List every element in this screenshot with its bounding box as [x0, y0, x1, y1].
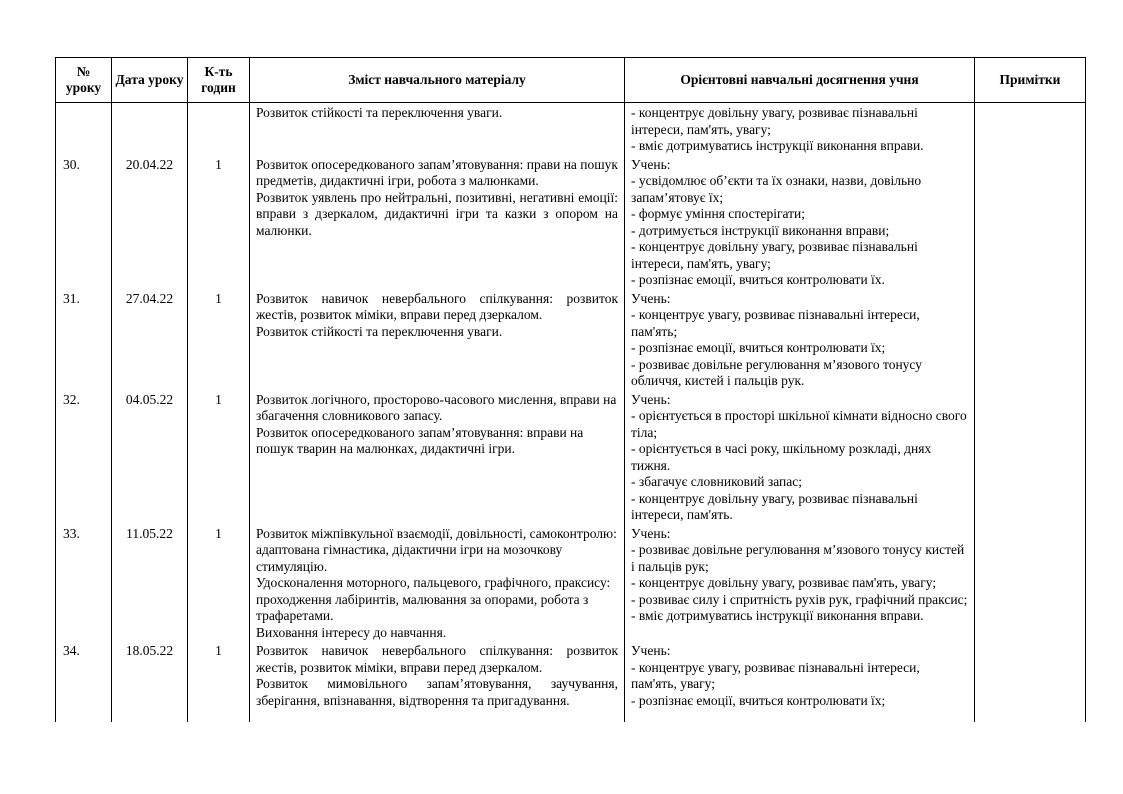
lesson-hours-cell: 1 [188, 289, 250, 390]
achievements-cell [625, 390, 975, 524]
content-cell [250, 641, 625, 709]
lesson-number-cell: 30. [55, 155, 112, 289]
content-cell [250, 289, 625, 390]
achievements-cell [625, 289, 975, 390]
lesson-hours-cell: 1 [188, 390, 250, 524]
lesson-date-cell: 04.05.22 [112, 390, 188, 524]
achievements-cell [625, 709, 975, 722]
lesson-row-30 [55, 155, 1086, 289]
content-cell [250, 524, 625, 642]
content-paragraph: Розвиток стійкості та переключення уваги. [256, 105, 503, 120]
content-paragraph: Розвиток навичок невербального спілкування: розвиток жестів, розвиток міміки, вправи перед дзеркалом. [256, 290, 618, 322]
content-cell [250, 103, 625, 155]
header-content: Зміст навчального матеріалу [250, 57, 625, 103]
achievements-cell [625, 103, 975, 155]
achievement-item: - дотримується інструкції виконання вправи; [631, 222, 890, 238]
table-header-row [55, 57, 1086, 103]
content-paragraph: Розвиток опосередкованого запам’ятовування: вправи на пошук тварин на малюнках, дидактичні ігри. [256, 424, 584, 456]
lesson-date-cell: 11.05.22 [112, 524, 188, 642]
lesson-number-cell [55, 103, 112, 155]
achievement-item: - формує уміння спостерігати; [631, 206, 806, 221]
notes-cell [975, 155, 1086, 289]
achievements-cell [625, 524, 975, 642]
lesson-hours-cell: 1 [188, 524, 250, 642]
lesson-number-cell: 32. [55, 390, 112, 524]
achievement-item: - усвідомлює об’єкти та їх ознаки, назви, довільно запам’ятовує їх; [631, 173, 922, 205]
content-paragraph: Розвиток міжпівкульної взаємодії, довільності, самоконтролю: адаптована гімнастика, дідактични ігри на мозочкову стимуляцію. [256, 525, 617, 574]
achievement-item: - концентрує довільну увагу, розвиває пізнавальні інтереси, пам'ять. [631, 490, 918, 522]
achievement-item: - вміє дотримуватись інструкції виконання вправи. [631, 138, 924, 153]
lesson-row-31 [55, 289, 1086, 390]
lesson-number-cell: 33. [55, 524, 112, 642]
content-paragraph: Розвиток опосередкованого запам’ятовування: прави на пошук предметів, дидактичні ігри, робота з малюнками. [256, 156, 618, 188]
lesson-date-cell: 18.05.22 [112, 641, 188, 709]
notes-cell [975, 524, 1086, 642]
pupil-label: Учень: [631, 156, 671, 172]
content-cell [250, 155, 625, 289]
notes-cell [975, 390, 1086, 524]
carryover-row [55, 103, 1086, 155]
achievement-item: - орієнтується в просторі шкільної кімнати відносно свого тіла; [631, 408, 967, 440]
achievement-item: - розпізнає емоції, вчиться контролювати їх; [631, 692, 886, 708]
notes-cell [975, 709, 1086, 722]
achievement-item: - розвиває довільне регулювання м’язового тонусу обличчя, кистей і пальців рук. [631, 356, 922, 388]
content-cell [250, 709, 625, 722]
content-paragraph: Розвиток навичок невербального спілкування: розвиток жестів, розвиток міміки, вправи перед дзеркалом. [256, 643, 618, 675]
achievement-item: - концентрує довільну увагу, розвиває пам'ять, увагу; [631, 575, 937, 590]
lesson-date-cell: 27.04.22 [112, 289, 188, 390]
lesson-date-cell: 20.04.22 [112, 155, 188, 289]
header-achievements: Орієнтовні навчальні досягнення учня [625, 57, 975, 103]
lesson-date-cell [112, 709, 188, 722]
content-paragraph: Розвиток уявлень про нейтральні, позитивні, негативні емоції: вправи з дзеркалом, дидактичні ігри та казки з опором на малюнки. [256, 189, 618, 238]
achievement-item: - концентрує увагу, розвиває пізнавальні інтереси, пам'ять; [631, 307, 920, 339]
lesson-hours-cell: 1 [188, 155, 250, 289]
achievement-item: - концентрує увагу, розвиває пізнавальні інтереси, пам'ять, увагу; [631, 659, 920, 691]
lesson-hours-cell [188, 103, 250, 155]
achievements-cell [625, 155, 975, 289]
lesson-hours-cell: 1 [188, 641, 250, 709]
lesson-number-cell [55, 709, 112, 722]
lesson-date-cell [112, 103, 188, 155]
header-hours: К-ть годин [188, 57, 250, 103]
content-paragraph: Виховання інтересу до навчання. [256, 624, 447, 640]
lesson-hours-cell [188, 709, 250, 722]
header-lesson-number: № уроку [55, 57, 112, 103]
lesson-plan-table [55, 57, 1086, 722]
achievement-item: - концентрує довільну увагу, розвиває пізнавальні інтереси, пам'ять, увагу; [631, 105, 918, 137]
header-lesson-date: Дата уроку [112, 57, 188, 103]
lesson-number-cell: 31. [55, 289, 112, 390]
lesson-row-33 [55, 524, 1086, 642]
achievement-item: - орієнтується в часі року, шкільному розкладі, днях тижня. [631, 441, 932, 473]
achievement-item: - розвиває довільне регулювання м’язового тонусу кистей і пальців рук; [631, 542, 965, 574]
notes-cell [975, 289, 1086, 390]
achievement-item: - концентрує довільну увагу, розвиває пізнавальні інтереси, пам'ять, увагу; [631, 239, 918, 271]
lesson-row-32 [55, 390, 1086, 524]
pupil-label: Учень: [631, 525, 671, 541]
notes-cell [975, 641, 1086, 709]
content-paragraph: Розвиток мимовільного запам’ятовування, заучування, зберігання, впізнавання, відтворення та пригадування. [256, 676, 618, 708]
content-paragraph: Удосконалення моторного, пальцевого, графічного, праксису: проходження лабіринтів, малювання за опорами, робота з трафаретами. [256, 575, 611, 623]
notes-cell [975, 103, 1086, 155]
lesson-number-cell: 34. [55, 641, 112, 709]
content-paragraph: Розвиток стійкості та переключення уваги. [256, 323, 503, 339]
achievement-item: - розпізнає емоції, вчиться контролювати їх; [631, 340, 886, 355]
lesson-row-34 [55, 641, 1086, 709]
achievement-item: - вміє дотримуватись інструкції виконання вправи. [631, 608, 924, 623]
content-paragraph: Розвиток логічного, просторово-часового мислення, вправи на збагачення словникового запасу. [256, 391, 617, 423]
pupil-label: Учень: [631, 643, 671, 658]
pupil-label: Учень: [631, 391, 671, 407]
achievements-cell [625, 641, 975, 709]
content-cell [250, 390, 625, 524]
achievement-item: - розвиває силу і спритність рухів рук, графічний праксис; [631, 591, 968, 607]
achievement-item: - розпізнає емоції, вчиться контролювати їх. [631, 272, 885, 287]
table-filler-row [55, 709, 1086, 722]
pupil-label: Учень: [631, 290, 671, 306]
achievement-item: - збагачує словниковий запас; [631, 474, 802, 489]
header-notes: Примітки [975, 57, 1086, 103]
